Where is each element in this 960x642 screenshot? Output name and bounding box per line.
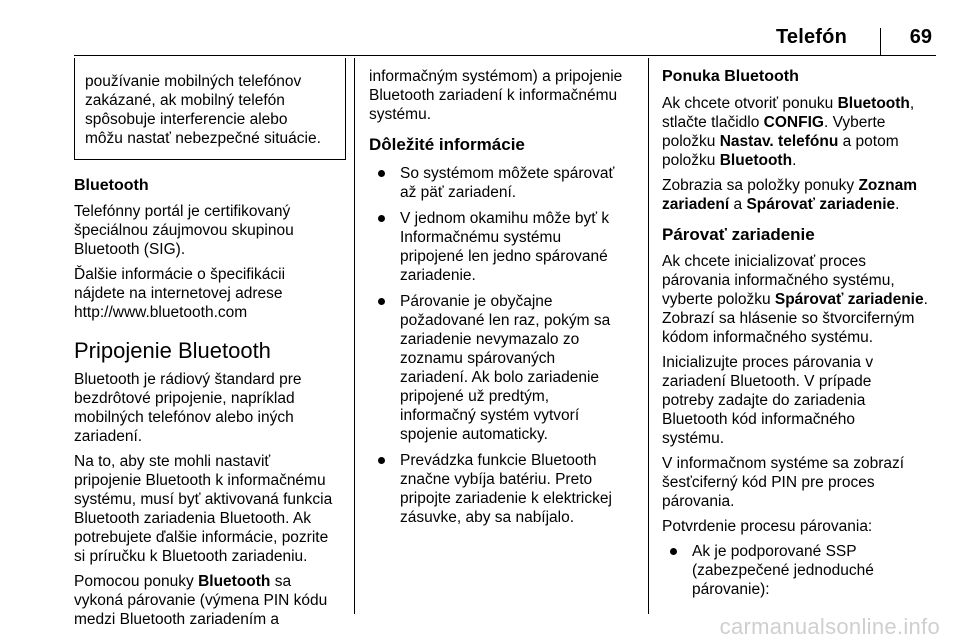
bluetooth-paragraph-1: Telefónny portál je certifikovaný špeciálnou záujmovou skupinou Bluetooth (SIG). xyxy=(74,203,294,258)
bullet-icon xyxy=(378,457,385,464)
page-title: Telefón xyxy=(775,26,847,48)
menu-paragraph-1: Ak chcete otvoriť ponuku Bluetooth, stlačte tlačidlo CONFIG. Vyberte položku Nastav. telefónu a potom položku Bluetooth. xyxy=(662,95,915,169)
pair-paragraph-2: Inicializujte proces párovania v zariadení Bluetooth. V prípade potreby zadajte do zariadenia Bluetooth kód informačného systému. xyxy=(662,354,874,447)
menu-heading: Ponuka Bluetooth xyxy=(662,68,799,85)
column-divider-2 xyxy=(648,58,649,614)
connect-heading: Pripojenie Bluetooth xyxy=(74,338,271,363)
pair-paragraph-3: V informačnom systéme sa zobrazí šesťciferný kód PIN pre proces párovania. xyxy=(662,455,905,510)
warning-text: používanie mobilných telefónov zakázané, ak mobilný telefón spôsobuje interferencie alebo môžu nastať nebezpečné situácie. xyxy=(85,73,321,147)
pair-paragraph-1: Ak chcete inicializovať proces párovania informačného systému, vyberte položku Spárovať zariadenie. Zobrazí sa hlásenie so štvorciferným kódom informačného systému. xyxy=(662,253,928,346)
connect-paragraph-3: Pomocou ponuky Bluetooth sa vykoná párovanie (výmena PIN kódu medzi Bluetooth zariadením a xyxy=(74,573,328,628)
list-item: So systémom môžete spárovať až päť zariadení. xyxy=(369,164,635,202)
header-rule xyxy=(74,55,936,56)
header-divider xyxy=(880,28,881,55)
list-item: Ak je podporované SSP (zabezpečené jednoduché párovanie): xyxy=(662,542,932,599)
pair-paragraph-4: Potvrdenie procesu párovania: xyxy=(662,518,873,535)
warning-box xyxy=(74,58,346,160)
pair-heading: Párovať zariadenie xyxy=(662,225,815,244)
page-header xyxy=(0,22,960,58)
watermark-text: carmanualsonline.info xyxy=(719,614,940,639)
connect-paragraph-2: Na to, aby ste mohli nastaviť pripojenie Bluetooth k informačnému systému, musí byť aktivovaná funkcia Bluetooth zariadenia Bluetooth. Ak potrebujete ďalšie informácie, pozrite si príručku k Bluetooth zariadeniu. xyxy=(74,453,333,565)
menu-paragraph-2: Zobrazia sa položky ponuky Zoznam zariadení a Spárovať zariadenie. xyxy=(662,177,917,213)
page-number: 69 xyxy=(909,26,932,48)
bullet-icon xyxy=(378,170,385,177)
list-item: Párovanie je obyčajne požadované len raz, pokým sa zariadenie nevymazalo zo zoznamu spárovaných zariadení. Ak bolo zariadenie pripojené už predtým, informačný systém vytvorí spojenie automaticky. xyxy=(369,292,635,444)
column-middle xyxy=(369,58,635,534)
bluetooth-url: http://www.bluetooth.com xyxy=(74,304,248,321)
important-heading: Dôležité informácie xyxy=(369,135,525,154)
list-item: Prevádzka funkcie Bluetooth značne vybíja batériu. Preto pripojte zariadenie k elektrickej zásuvke, aby sa nabíjalo. xyxy=(369,451,635,527)
continued-paragraph: informačným systémom) a pripojenie Bluetooth zariadení k informačnému systému. xyxy=(369,68,623,123)
column-right xyxy=(662,58,932,606)
bluetooth-heading: Bluetooth xyxy=(74,177,149,194)
bullet-icon xyxy=(378,215,385,222)
pair-list xyxy=(662,542,932,599)
column-divider-1 xyxy=(354,58,355,614)
bluetooth-paragraph-2: Ďalšie informácie o špecifikácii nájdete na internetovej adrese http://www.bluetooth.com xyxy=(74,266,286,321)
important-list xyxy=(369,164,635,527)
bullet-icon xyxy=(378,298,385,305)
bullet-icon xyxy=(670,548,677,555)
connect-paragraph-1: Bluetooth je rádiový štandard pre bezdrôtové pripojenie, napríklad mobilných telefónov alebo iných zariadení. xyxy=(74,371,302,445)
list-item: V jednom okamihu môže byť k Informačnému systému pripojené len jedno spárované zariadenie. xyxy=(369,209,635,285)
column-left xyxy=(74,58,344,635)
